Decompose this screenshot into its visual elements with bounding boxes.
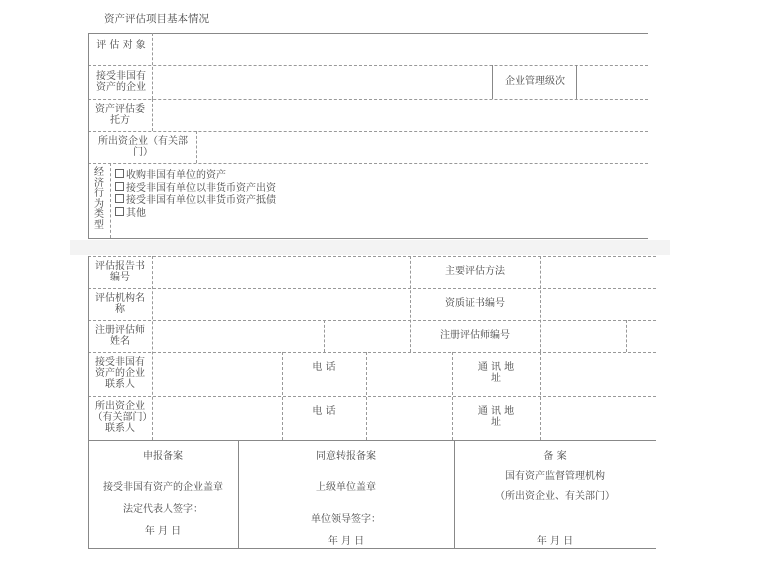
record-date: 年 月 日 (536, 536, 574, 547)
declare-signature: 法定代表人签字： (123, 504, 203, 515)
forward-seal: 上级单位盖章 (316, 482, 376, 493)
record-org: 国有资产监督管理机构 (505, 471, 605, 482)
qualification-no-label: 资质证书编号 (445, 298, 505, 309)
address-label-1: 通 讯 地 址 (477, 362, 515, 384)
report-no-label: 评估报告书编号 (95, 261, 145, 283)
page-title: 资产评估项目基本情况 (104, 13, 209, 25)
declare-date: 年 月 日 (144, 526, 182, 537)
checkbox[interactable] (115, 194, 124, 203)
option-row[interactable]: 接受非国有单位以非货币资产抵债 (115, 194, 276, 207)
enterprise-level-label: 企业管理级次 (505, 76, 565, 87)
investor-contact-label: 所出资企业（有关部门）联系人 (92, 401, 148, 434)
appraiser-no-label: 注册评估师编号 (440, 330, 510, 341)
declare-title: 申报备案 (143, 451, 183, 462)
checkbox[interactable] (115, 182, 124, 191)
option-row[interactable]: 接受非国有单位以非货币资产出资 (115, 182, 276, 195)
record-org-sub: （所出资企业、有关部门） (495, 491, 615, 502)
forward-date: 年 月 日 (327, 536, 365, 547)
appraiser-name-label: 注册评估师姓名 (95, 325, 145, 347)
forward-signature: 单位领导签字： (311, 514, 381, 525)
page-gap (70, 240, 670, 255)
declare-seal: 接受非国有资产的企业盖章 (103, 482, 223, 493)
evaluation-object-label: 评 估 对 象 (96, 40, 146, 51)
economic-behavior-type-label: 经 济 行 为 类 型 (94, 167, 104, 231)
receiving-contact-label: 接受非国有资产的企业联系人 (95, 357, 145, 390)
economic-behavior-options (115, 169, 276, 219)
record-title: 备 案 (543, 451, 567, 462)
checkbox[interactable] (115, 169, 124, 178)
receiving-enterprise-label: 接受非国有资产的企业 (96, 71, 146, 93)
agency-name-label: 评估机构名称 (95, 293, 145, 315)
phone-label-1: 电 话 (312, 362, 336, 373)
main-method-label: 主要评估方法 (445, 266, 505, 277)
investor-enterprise-label: 所出资企业（有关部门） (98, 136, 188, 158)
phone-label-2: 电 话 (312, 406, 336, 417)
forward-title: 同意转报备案 (316, 451, 376, 462)
entrusting-party-label: 资产评估委托方 (95, 104, 145, 126)
option-row[interactable]: 其他 (115, 207, 276, 220)
checkbox[interactable] (115, 207, 124, 216)
address-label-2: 通 讯 地 址 (477, 406, 515, 428)
option-row[interactable]: 收购非国有单位的资产 (115, 169, 276, 182)
